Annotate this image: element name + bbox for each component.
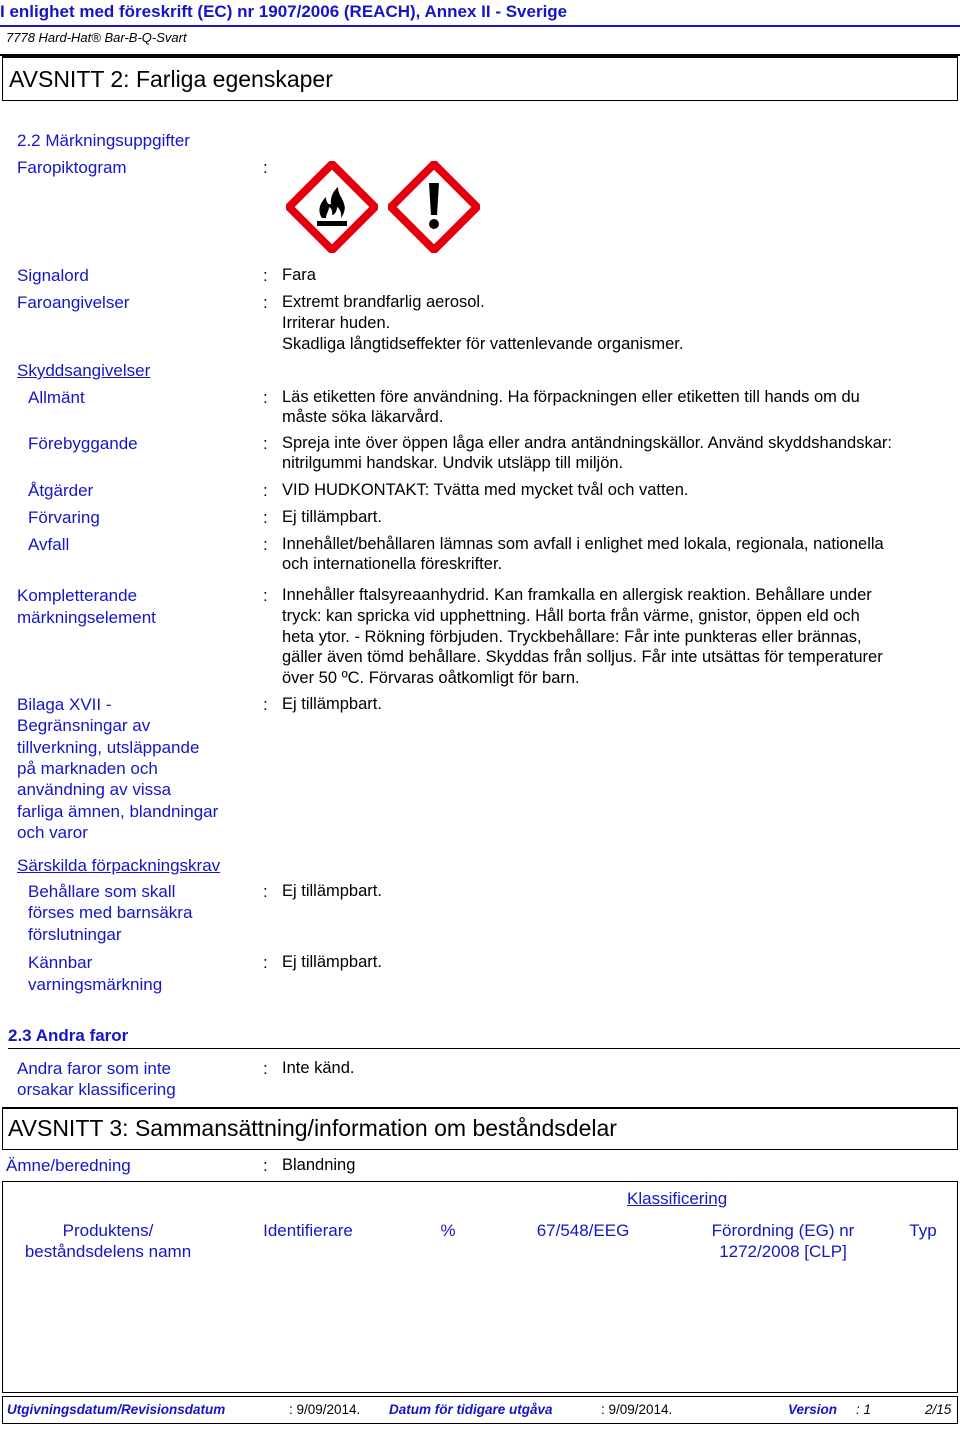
kompletterande-line: över 50 ºC. Förvaras oåtkomligt för barn. <box>282 669 580 687</box>
footer-prev-label: Datum för tidigare utgåva <box>389 1402 553 1417</box>
footer-version-value: : 1 <box>856 1402 872 1417</box>
colon: : <box>263 535 268 554</box>
forebyggande-label: Förebyggande <box>28 434 138 453</box>
andra-faror-value: Inte känd. <box>282 1059 355 1077</box>
flame-pictogram-icon <box>286 161 378 258</box>
section2-title: AVSNITT 2: Farliga egenskaper <box>9 66 333 92</box>
forvaring-label: Förvaring <box>28 508 100 527</box>
andra-faror-label: Andra faror som inte <box>17 1059 172 1078</box>
avfall-label: Avfall <box>28 535 70 554</box>
allmant-line: måste söka läkarvård. <box>282 408 444 426</box>
faroangivelser-label: Faroangivelser <box>17 293 130 312</box>
section3-title-box <box>2 1107 958 1150</box>
footer-date-label: Utgivningsdatum/Revisionsdatum <box>7 1402 226 1417</box>
footer-version-label: Version <box>788 1402 838 1417</box>
behallare-label: förslutningar <box>28 925 122 944</box>
forebyggande-line: nitrilgummi handskar. Undvik utsläpp till miljön. <box>282 454 624 472</box>
section2-title-box <box>2 56 958 101</box>
subsection-2-2-title: 2.2 Märkningsuppgifter <box>17 131 190 150</box>
kompletterande-label: märkningselement <box>17 608 156 627</box>
bilaga-label: användning av vissa <box>17 780 172 799</box>
col-percent-header: % <box>440 1221 456 1240</box>
footer-date-value: : 9/09/2014. <box>289 1402 361 1417</box>
bilaga-label: Bilaga XVII - <box>17 695 112 714</box>
colon: : <box>263 695 268 714</box>
bilaga-label: farliga ämnen, blandningar <box>17 802 219 821</box>
bilaga-label: tillverkning, utsläppande <box>17 738 200 757</box>
col-name-header: Produktens/ <box>62 1221 154 1240</box>
col-67-548-header: 67/548/EEG <box>536 1221 630 1240</box>
behallare-label: förses med barnsäkra <box>28 903 193 922</box>
faropiktogram-label: Faropiktogram <box>17 158 127 177</box>
colon: : <box>263 388 268 407</box>
composition-table <box>2 1181 958 1393</box>
bilaga-value: Ej tillämpbart. <box>282 695 382 713</box>
atgarder-label: Åtgärder <box>28 481 94 500</box>
col-forordning-header: 1272/2008 [CLP] <box>719 1242 847 1261</box>
klassificering-header: Klassificering <box>627 1189 728 1208</box>
exclamation-pictogram-icon <box>388 161 480 258</box>
footer-page-number: 2/15 <box>925 1402 952 1417</box>
allmant-label: Allmänt <box>28 388 85 407</box>
amne-beredning-label: Ämne/beredning <box>6 1156 131 1175</box>
colon: : <box>263 1059 268 1078</box>
kompletterande-line: gäller även tömd behållare. Skyddas från solljus. Får inte utsättas för temperaturer <box>282 648 883 666</box>
colon: : <box>263 158 268 177</box>
bilaga-label: Begränsningar av <box>17 716 151 735</box>
behallare-value: Ej tillämpbart. <box>282 882 382 900</box>
col-name-header: beståndsdelens namn <box>24 1242 192 1261</box>
behallare-label: Behållare som skall <box>28 882 176 901</box>
colon: : <box>263 434 268 453</box>
colon: : <box>263 1156 268 1175</box>
bilaga-label: på marknaden och <box>17 759 158 778</box>
colon: : <box>263 586 268 605</box>
kannbar-label: varningsmärkning <box>28 975 163 994</box>
col-identifierare-header: Identifierare <box>263 1221 353 1240</box>
faroangivelser-line: Skadliga långtidseffekter för vattenlevande organismer. <box>282 335 684 353</box>
document-regulation-title: I enlighet med föreskrift (EC) nr 1907/2006 (REACH), Annex II - Sverige <box>0 2 568 21</box>
avfall-line: och internationella föreskrifter. <box>282 555 503 573</box>
andra-faror-label: orsakar klassificering <box>17 1080 176 1099</box>
allmant-line: Läs etiketten före användning. Ha förpackningen eller etiketten till hands om du <box>282 388 860 406</box>
section3-title: AVSNITT 3: Sammansättning/information om beståndsdelar <box>8 1115 617 1141</box>
faroangivelser-line: Extremt brandfarlig aerosol. <box>282 293 485 311</box>
colon: : <box>263 481 268 500</box>
bilaga-label: och varor <box>17 823 88 842</box>
kompletterande-label: Kompletterande <box>17 586 138 605</box>
signalord-label: Signalord <box>17 266 89 285</box>
signalord-value: Fara <box>282 266 316 284</box>
footer-prev-value: : 9/09/2014. <box>601 1402 673 1417</box>
col-typ-header: Typ <box>909 1221 937 1240</box>
colon: : <box>263 953 268 972</box>
atgarder-value: VID HUDKONTAKT: Tvätta med mycket tvål och vatten. <box>282 481 689 499</box>
kompletterande-line: tryck: kan spricka vid upphettning. Håll borta från värme, gnistor, öppen eld och <box>282 607 860 625</box>
kannbar-label: Kännbar <box>28 953 93 972</box>
skyddsangivelser-heading: Skyddsangivelser <box>17 361 151 380</box>
colon: : <box>263 882 268 901</box>
product-name: 7778 Hard-Hat® Bar-B-Q-Svart <box>6 30 187 45</box>
avfall-line: Innehållet/behållaren lämnas som avfall i enlighet med lokala, regionala, nationella <box>282 535 884 553</box>
kompletterande-line: heta ytor. - Rökning förbjuden. Tryckbehållare: Får inte punkteras eller brännas, <box>282 628 862 646</box>
colon: : <box>263 266 268 285</box>
amne-beredning-value: Blandning <box>282 1156 356 1174</box>
forvaring-value: Ej tillämpbart. <box>282 508 382 526</box>
kompletterande-line: Innehåller ftalsyreaanhydrid. Kan framkalla en allergisk reaktion. Behållare under <box>282 586 872 604</box>
colon: : <box>263 293 268 312</box>
col-forordning-header: Förordning (EG) nr <box>711 1221 855 1240</box>
subsection-2-3-title: 2.3 Andra faror <box>8 1026 129 1045</box>
forebyggande-line: Spreja inte över öppen låga eller andra antändningskällor. Använd skyddshandskar: <box>282 434 892 452</box>
footer-bar <box>2 1396 958 1424</box>
faroangivelser-line: Irriterar huden. <box>282 314 391 332</box>
subsection-divider <box>8 1048 960 1049</box>
colon: : <box>263 508 268 527</box>
kannbar-value: Ej tillämpbart. <box>282 953 382 971</box>
sarskilda-heading: Särskilda förpackningskrav <box>17 856 221 875</box>
header-divider <box>0 25 960 27</box>
